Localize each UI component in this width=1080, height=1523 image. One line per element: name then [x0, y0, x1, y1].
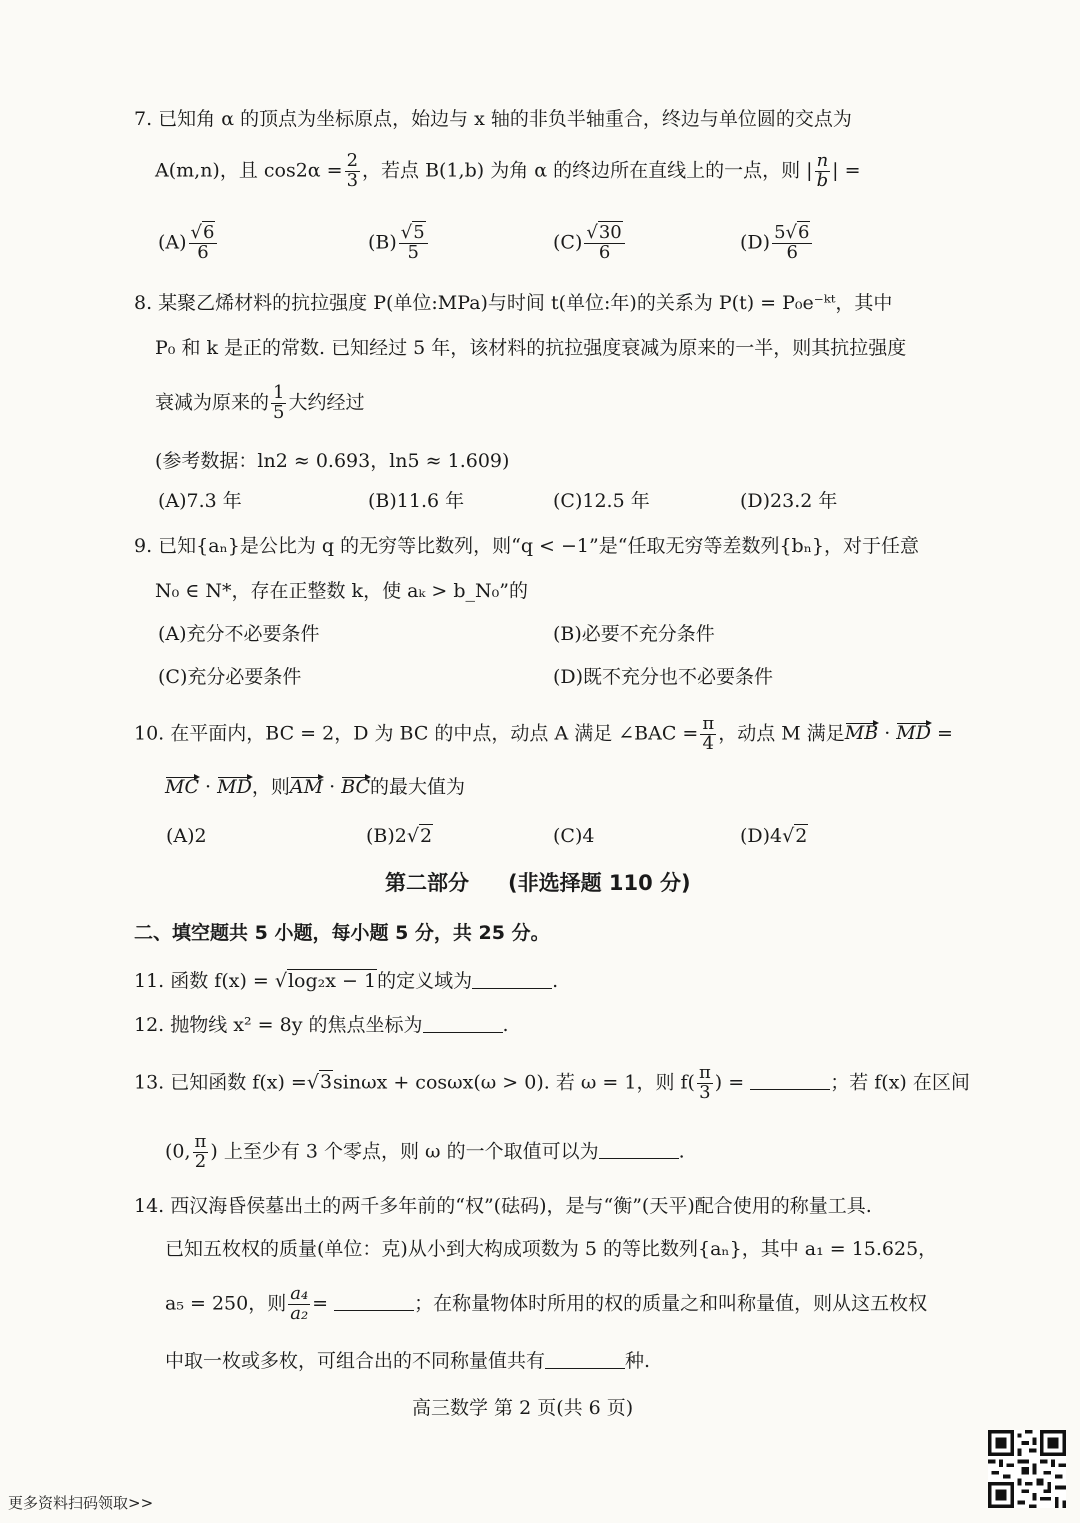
q11-line: 11. 函数 f(x) = √log₂x − 1的定义域为 .: [134, 970, 559, 992]
q7-option-d[interactable]: (D) $\frac{5√6}{6}$: [740, 224, 814, 263]
scan-prompt-text[interactable]: 更多资料扫码领取>>: [8, 1494, 154, 1512]
qr-code-icon[interactable]: [988, 1430, 1066, 1508]
q10-frac-pi-over-4: $\frac{\pi}{4}$: [702, 713, 715, 754]
q9-option-a[interactable]: (A)充分不必要条件: [158, 623, 320, 645]
q7-frac-two-thirds: $\frac{2}{3}$: [346, 150, 359, 191]
part2-title: 第二部分: [385, 871, 469, 895]
q7-frac-n-over-b: $\frac{n}{b}$: [816, 150, 829, 191]
q8-option-d[interactable]: (D)23.2 年: [740, 490, 838, 512]
q10-option-d[interactable]: (D)4√2: [740, 825, 808, 847]
q14-frac-a4-over-a2: $\frac{\text{a₄}}{\text{a₂}}$: [290, 1283, 309, 1324]
vector-am: AM: [289, 776, 324, 798]
q14-line2: 已知五枚权的质量(单位：克)从小到大构成项数为 5 的等比数列{aₙ}，其中 a₁ = 15.625，: [165, 1238, 938, 1260]
q11-answer-blank[interactable]: [472, 969, 552, 989]
q13-frac-pi-over-2: $\frac{\pi}{2}$: [194, 1131, 207, 1172]
page-footer: 高三数学 第 2 页(共 6 页): [412, 1397, 634, 1419]
q7-line2: A(m,n)，且 cos2α = $\frac{2}{3}$ ，若点 B(1,b) 为角 α 的终边所在直线上的一点，则 | $\frac{n}{b}$ | =: [155, 150, 861, 191]
q12-answer-blank[interactable]: [423, 1013, 503, 1033]
q13-answer-blank-2[interactable]: [599, 1139, 679, 1159]
q8-reference-data: (参考数据：ln2 ≈ 0.693，ln5 ≈ 1.609): [155, 450, 510, 472]
q8-line2: P₀ 和 k 是正的常数. 已知经过 5 年，该材料的抗拉强度衰减为原来的一半，则其抗拉强度: [155, 337, 907, 359]
q7-option-b[interactable]: (B) $\frac{√5}{5}$: [368, 224, 430, 263]
vector-mb: MB: [844, 722, 879, 745]
q10-option-a[interactable]: (A)2: [166, 825, 207, 847]
vector-mc: MC: [165, 776, 199, 798]
q10-line1: 10. 在平面内，BC = 2，D 为 BC 的中点，动点 A 满足 ∠BAC = $\frac{\pi}{4}$ ，动点 M 满足MB · MD =: [134, 713, 953, 754]
q8-line1: 8. 某聚乙烯材料的抗拉强度 P(单位:MPa)与时间 t(单位:年)的关系为 P(t) = P₀e⁻ᵏᵗ，其中: [134, 292, 893, 314]
q7-option-a[interactable]: (A) $\frac{√6}{6}$: [158, 224, 219, 263]
section2-heading: 二、填空题共 5 小题，每小题 5 分，共 25 分。: [134, 922, 550, 944]
q10-option-b[interactable]: (B)2√2: [366, 825, 433, 847]
q14-answer-blank-1[interactable]: [334, 1291, 414, 1311]
vector-md-2: MD: [217, 776, 252, 798]
q14-answer-blank-2[interactable]: [545, 1349, 625, 1369]
q8-frac-one-fifth: $\frac{1}{5}$: [273, 382, 285, 423]
q8-option-c[interactable]: (C)12.5 年: [553, 490, 650, 512]
q8-option-b[interactable]: (B)11.6 年: [368, 490, 465, 512]
q13-answer-blank-1[interactable]: [750, 1070, 830, 1090]
q12-line: 12. 抛物线 x² = 8y 的焦点坐标为 .: [134, 1014, 509, 1036]
q9-option-d[interactable]: (D)既不充分也不必要条件: [553, 666, 774, 688]
q10-line2: MC · MD，则AM · BC的最大值为: [165, 776, 466, 798]
q14-line4: 中取一枚或多枚，可组合出的不同称量值共有 种.: [165, 1350, 651, 1372]
vector-bc: BC: [341, 776, 371, 798]
q9-line2: N₀ ∈ N*，存在正整数 k，使 aₖ > b_N₀”的: [155, 580, 528, 602]
q14-line1: 14. 西汉海昏侯墓出土的两千多年前的“权”(砝码)，是与“衡”(天平)配合使用的称量工具.: [134, 1195, 872, 1217]
q8-option-a[interactable]: (A)7.3 年: [158, 490, 242, 512]
q7-option-c[interactable]: (C) $\frac{√30}{6}$: [553, 224, 627, 263]
vector-md: MD: [896, 722, 931, 745]
q9-option-c[interactable]: (C)充分必要条件: [158, 666, 302, 688]
q7-line1: 7. 已知角 α 的顶点为坐标原点，始边与 x 轴的非负半轴重合，终边与单位圆的交点为: [134, 108, 852, 130]
q13-line2: (0, $\frac{\pi}{2}$ ) 上至少有 3 个零点，则 ω 的一个取值可以为 .: [165, 1131, 685, 1172]
q14-line3: a₅ = 250，则 $\frac{\text{a₄}}{\text{a₂}}$ = ；在称量物体时所用的权的质量之和叫称量值，则从这五枚权: [165, 1283, 928, 1324]
q13-line1: 13. 已知函数 f(x) =√3sinωx + cosωx(ω > 0). 若 ω = 1，则 f( $\frac{\pi}{3}$ ) = ；若 f(x) 在区间: [134, 1062, 970, 1103]
part2-subtitle: (非选择题 110 分): [508, 871, 691, 895]
q8-line3: 衰减为原来的 $\frac{1}{5}$ 大约经过: [155, 382, 365, 423]
q9-option-b[interactable]: (B)必要不充分条件: [553, 623, 715, 645]
q9-line1: 9. 已知{aₙ}是公比为 q 的无穷等比数列，则“q < −1”是“任取无穷等差数列{bₙ}，对于任意: [134, 535, 920, 557]
q10-option-c[interactable]: (C)4: [553, 825, 595, 847]
q13-frac-pi-over-3: $\frac{\pi}{3}$: [698, 1062, 711, 1103]
